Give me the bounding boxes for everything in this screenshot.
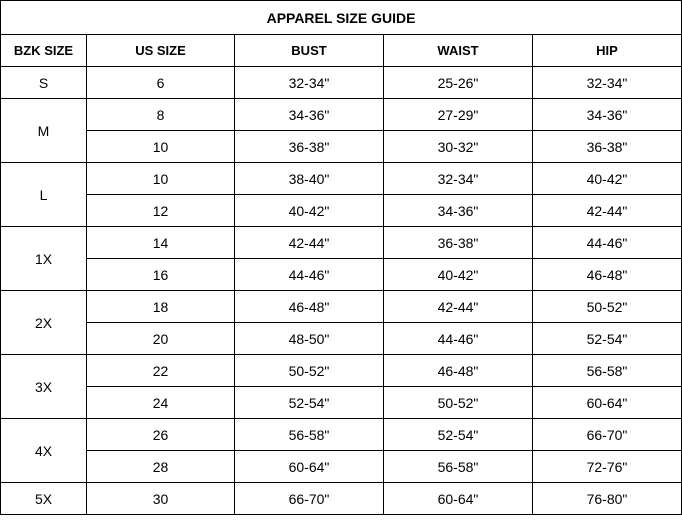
table-row bbox=[1, 451, 682, 483]
waist-cell: 34-36" bbox=[384, 195, 533, 227]
us-size-cell: 8 bbox=[87, 99, 235, 131]
header-bust: BUST bbox=[235, 35, 384, 67]
us-size-cell: 18 bbox=[87, 291, 235, 323]
bust-cell: 36-38" bbox=[235, 131, 384, 163]
table-row bbox=[1, 387, 682, 419]
hip-cell: 32-34" bbox=[533, 67, 682, 99]
hip-cell: 40-42" bbox=[533, 163, 682, 195]
title-row bbox=[1, 1, 682, 35]
us-size-cell: 30 bbox=[87, 483, 235, 515]
waist-cell: 40-42" bbox=[384, 259, 533, 291]
bust-cell: 56-58" bbox=[235, 419, 384, 451]
header-us-size: US SIZE bbox=[87, 35, 235, 67]
waist-cell: 36-38" bbox=[384, 227, 533, 259]
table-row bbox=[1, 195, 682, 227]
waist-cell: 44-46" bbox=[384, 323, 533, 355]
bzk-size-cell: L bbox=[1, 163, 87, 227]
table-row bbox=[1, 355, 682, 387]
waist-cell: 60-64" bbox=[384, 483, 533, 515]
hip-cell: 60-64" bbox=[533, 387, 682, 419]
bust-cell: 44-46" bbox=[235, 259, 384, 291]
waist-cell: 25-26" bbox=[384, 67, 533, 99]
hip-cell: 50-52" bbox=[533, 291, 682, 323]
bust-cell: 48-50" bbox=[235, 323, 384, 355]
us-size-cell: 26 bbox=[87, 419, 235, 451]
bzk-size-cell: 3X bbox=[1, 355, 87, 419]
bust-cell: 46-48" bbox=[235, 291, 384, 323]
bzk-size-cell: 5X bbox=[1, 483, 87, 515]
table-row bbox=[1, 259, 682, 291]
us-size-cell: 10 bbox=[87, 163, 235, 195]
us-size-cell: 6 bbox=[87, 67, 235, 99]
table-row bbox=[1, 227, 682, 259]
hip-cell: 36-38" bbox=[533, 131, 682, 163]
table-row bbox=[1, 131, 682, 163]
header-row bbox=[1, 35, 682, 67]
bust-cell: 40-42" bbox=[235, 195, 384, 227]
table-row bbox=[1, 163, 682, 195]
hip-cell: 72-76" bbox=[533, 451, 682, 483]
us-size-cell: 24 bbox=[87, 387, 235, 419]
table-row bbox=[1, 291, 682, 323]
bust-cell: 38-40" bbox=[235, 163, 384, 195]
header-hip: HIP bbox=[533, 35, 682, 67]
hip-cell: 46-48" bbox=[533, 259, 682, 291]
hip-cell: 76-80" bbox=[533, 483, 682, 515]
waist-cell: 52-54" bbox=[384, 419, 533, 451]
waist-cell: 32-34" bbox=[384, 163, 533, 195]
table-row bbox=[1, 99, 682, 131]
table-row bbox=[1, 67, 682, 99]
header-waist: WAIST bbox=[384, 35, 533, 67]
bust-cell: 32-34" bbox=[235, 67, 384, 99]
header-bzk-size: BZK SIZE bbox=[1, 35, 87, 67]
us-size-cell: 16 bbox=[87, 259, 235, 291]
bzk-size-cell: 4X bbox=[1, 419, 87, 483]
bust-cell: 52-54" bbox=[235, 387, 384, 419]
table-row bbox=[1, 323, 682, 355]
hip-cell: 52-54" bbox=[533, 323, 682, 355]
us-size-cell: 10 bbox=[87, 131, 235, 163]
hip-cell: 66-70" bbox=[533, 419, 682, 451]
waist-cell: 30-32" bbox=[384, 131, 533, 163]
hip-cell: 44-46" bbox=[533, 227, 682, 259]
bust-cell: 60-64" bbox=[235, 451, 384, 483]
bzk-size-cell: 2X bbox=[1, 291, 87, 355]
waist-cell: 56-58" bbox=[384, 451, 533, 483]
waist-cell: 42-44" bbox=[384, 291, 533, 323]
us-size-cell: 12 bbox=[87, 195, 235, 227]
us-size-cell: 22 bbox=[87, 355, 235, 387]
hip-cell: 42-44" bbox=[533, 195, 682, 227]
table-row bbox=[1, 419, 682, 451]
waist-cell: 46-48" bbox=[384, 355, 533, 387]
bust-cell: 42-44" bbox=[235, 227, 384, 259]
us-size-cell: 20 bbox=[87, 323, 235, 355]
bust-cell: 66-70" bbox=[235, 483, 384, 515]
bzk-size-cell: M bbox=[1, 99, 87, 163]
waist-cell: 50-52" bbox=[384, 387, 533, 419]
bzk-size-cell: S bbox=[1, 67, 87, 99]
bzk-size-cell: 1X bbox=[1, 227, 87, 291]
hip-cell: 34-36" bbox=[533, 99, 682, 131]
bust-cell: 50-52" bbox=[235, 355, 384, 387]
table-row bbox=[1, 483, 682, 515]
us-size-cell: 14 bbox=[87, 227, 235, 259]
hip-cell: 56-58" bbox=[533, 355, 682, 387]
us-size-cell: 28 bbox=[87, 451, 235, 483]
bust-cell: 34-36" bbox=[235, 99, 384, 131]
waist-cell: 27-29" bbox=[384, 99, 533, 131]
table-title: APPAREL SIZE GUIDE bbox=[1, 1, 682, 35]
